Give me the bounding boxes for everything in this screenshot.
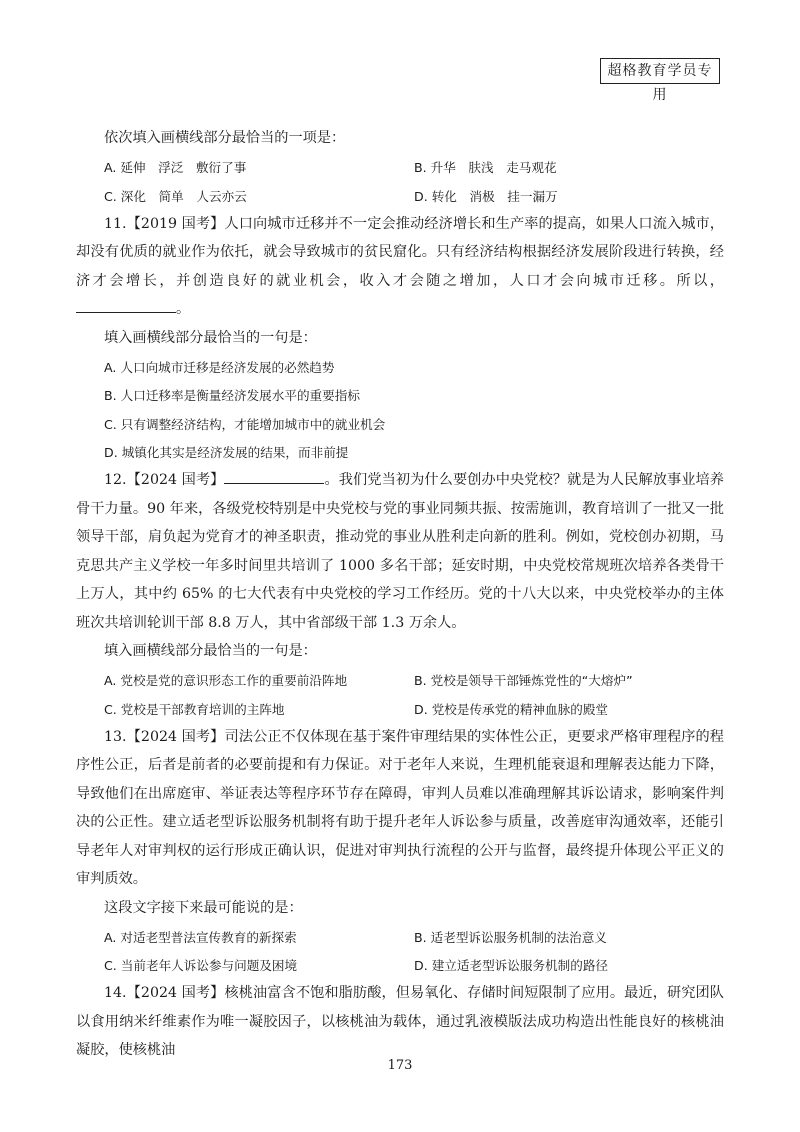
q14-stem: 14.【2024 国考】核桃油富含不饱和脂肪酸，但易氧化、存储时间短限制了应用。最近，研究团队以食用纳米纤维素作为唯一凝胶因子，以核桃油为载体，通过乳液模版法成功构造出性能良好的核桃油凝胶，使核桃油 — [76, 985, 724, 1058]
q12-option-a: A. 党校是党的意识形态工作的重要前沿阵地 — [104, 673, 348, 689]
page-content — [76, 124, 724, 1065]
q10-option-a: A. 延伸 浮泛 敷衍了事 — [104, 160, 247, 176]
q12-option-c: C. 党校是干部教育培训的主阵地 — [104, 701, 285, 717]
q12-option-b: B. 党校是领导干部锤炼党性的“大熔炉” — [414, 673, 633, 689]
q10-option-b: B. 升华 肤浅 走马观花 — [414, 160, 557, 176]
q13-option-a: A. 对适老型普法宣传教育的新探索 — [104, 929, 297, 945]
page-number: 173 — [387, 1058, 413, 1073]
q13-option-b: B. 适老型诉讼服务机制的法治意义 — [414, 929, 607, 945]
q10-option-c: C. 深化 简单 人云亦云 — [104, 188, 247, 204]
watermark-badge: 超格教育学员专用 — [600, 58, 720, 84]
q11-option-d: D. 城镇化其实是经济发展的结果，而非前提 — [104, 445, 349, 461]
q12-blank — [224, 467, 324, 484]
q10-option-d: D. 转化 消极 挂一漏万 — [414, 188, 558, 204]
q12-option-d: D. 党校是传承党的精神血脉的殿堂 — [414, 701, 609, 717]
q13-options-row-1 — [76, 922, 724, 951]
q11-stem — [76, 210, 724, 324]
q13-options-row-2 — [76, 951, 724, 980]
q12-options-row-2 — [76, 694, 724, 723]
q10-options-row-2 — [76, 181, 724, 210]
q12-prompt: 填入画横线部分最恰当的一句是： — [104, 643, 317, 659]
q13-stem: 13.【2024 国考】司法公正不仅体现在基于案件审理结果的实体性公正，更要求严格审理程序的程序性公正，后者是前者的必要前提和有力保证。对于老年人来说，生理机能衰退和理解表达能力下降，导致他们在出席庭审、举证表达等程序环节存在障碍，审判人员难以准确理解其诉讼请求，影响案件判决的公正性。建立适老型诉讼服务机制将有助于提升老年人诉讼参与质量，改善庭审沟通效率，还能引导老年人对审判权的运行形成正确认识，促进对审判执行流程的公开与监督，最终提升体现公平正义的审判质效。 — [76, 728, 724, 887]
q12-text: 。我们党当初为什么要创办中央党校？就是为人民解放事业培养骨干力量。90 年来，各级党校特别是中央党校与党的事业同频共振、按需施训，教育培训了一批又一批领导干部，肩负起为党育才的神圣职责，推动党的事业从胜利走向新的胜利。例如，党校创办初期，马克思共产主义学校一年多时间里共培训了 1000 多名干部；延安时期，中央党校常规班次培养各类骨干上万人，其中约 65% 的七大代表有中央党校的学习工作经历。党的十八大以来，中央党校举办的主体班次共培训轮训干部 8.8 万人，其中省部级干部 1.3 万余人。 — [76, 472, 724, 631]
q11-blank — [76, 296, 176, 313]
q13-prompt: 这段文字接下来最可能说的是： — [104, 899, 303, 916]
q10-options-row-1 — [76, 153, 724, 182]
q11-prompt: 填入画横线部分最恰当的一句是： — [104, 329, 317, 346]
q12-label: 12.【2024 国考】 — [104, 472, 225, 488]
q11-option-a: A. 人口向城市迁移是经济发展的必然趋势 — [104, 359, 335, 375]
q13-option-d: D. 建立适老型诉讼服务机制的路径 — [414, 958, 609, 974]
q10-prompt: 依次填入画横线部分最恰当的一项是： — [104, 130, 346, 146]
q13-option-c: C. 当前老年人诉讼参与问题及困境 — [104, 958, 298, 974]
q11-text-end: 。 — [176, 301, 191, 317]
q11-option-b: B. 人口迁移率是衡量经济发展水平的重要指标 — [104, 388, 360, 404]
q12-options-row-1 — [76, 666, 724, 695]
q11-option-c: C. 只有调整经济结构，才能增加城市中的就业机会 — [104, 416, 386, 432]
q12-stem — [76, 466, 724, 637]
q11-text: 11.【2019 国考】人口向城市迁移并不一定会推动经济增长和生产率的提高，如果人口流入城市，却没有优质的就业作为依托，就会导致城市的贫民窟化。只有经济结构根据经济发展阶段进行转换，经济才会增长，并创造良好的就业机会，收入才会随之增加，人口才会向城市迁移。所以， — [76, 215, 724, 289]
